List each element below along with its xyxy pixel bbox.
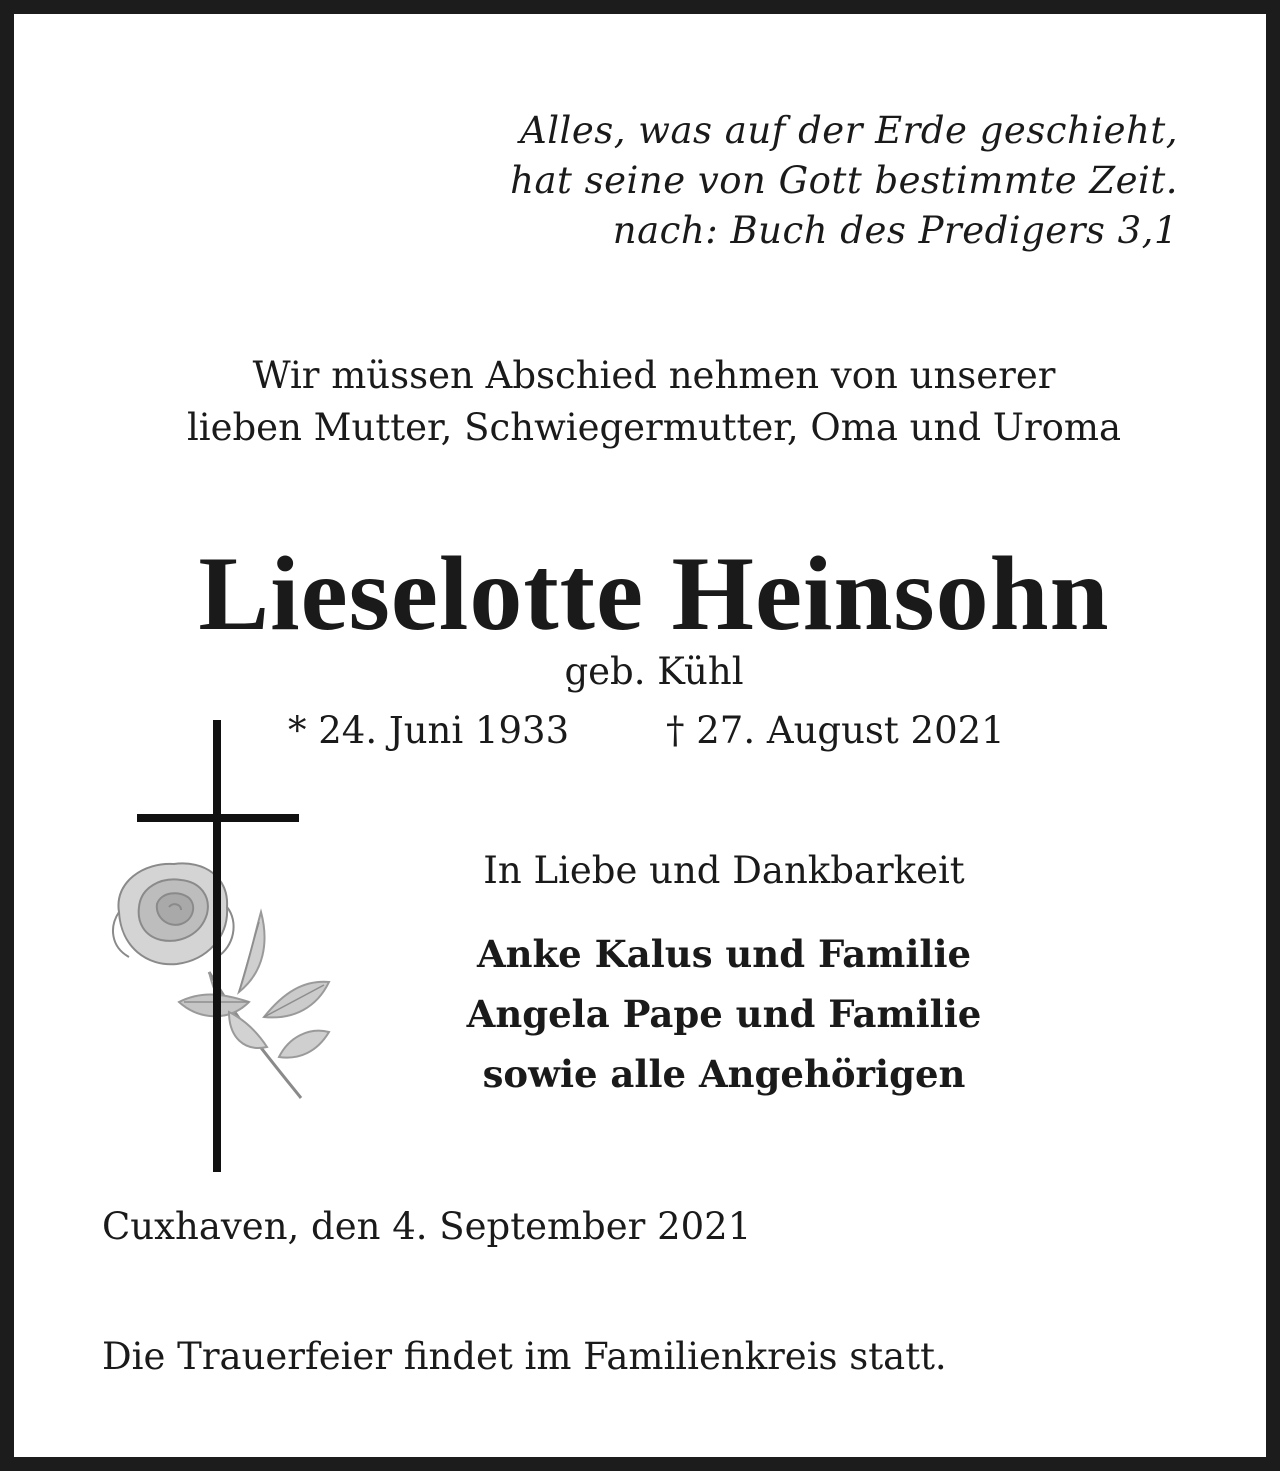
- mourner-line: Anke Kalus und Familie: [476, 932, 972, 976]
- bible-quote: [510, 106, 1178, 256]
- death-date: † 27. August 2021: [666, 709, 1005, 752]
- mourners-list: [424, 924, 1024, 1104]
- maiden-name: geb. Kühl: [564, 650, 744, 693]
- ceremony-note: Die Trauerfeier findet im Familienkreis statt.: [102, 1335, 947, 1378]
- birth-date: * 24. Juni 1933: [288, 709, 570, 752]
- quote-line-1: Alles, was auf der Erde geschieht,: [520, 109, 1178, 152]
- mourner-line: sowie alle Angehörigen: [482, 1052, 966, 1096]
- mourner-line: Angela Pape und Familie: [466, 992, 982, 1036]
- intro-line-1: Wir müssen Abschied nehmen von unserer: [252, 354, 1056, 397]
- quote-source: nach: Buch des Predigers 3,1: [612, 209, 1178, 252]
- deceased-name: Lieselotte Heinsohn: [198, 535, 1110, 652]
- thanks-line: In Liebe und Dankbarkeit: [483, 849, 965, 892]
- quote-line-2: hat seine von Gott bestimmte Zeit.: [510, 159, 1178, 202]
- farewell-intro: [14, 350, 1280, 454]
- intro-line-2: lieben Mutter, Schwiegermutter, Oma und Uroma: [186, 406, 1122, 449]
- place-and-date: Cuxhaven, den 4. September 2021: [102, 1205, 752, 1248]
- cross-icon: [213, 720, 221, 1172]
- cross-bar: [137, 814, 299, 822]
